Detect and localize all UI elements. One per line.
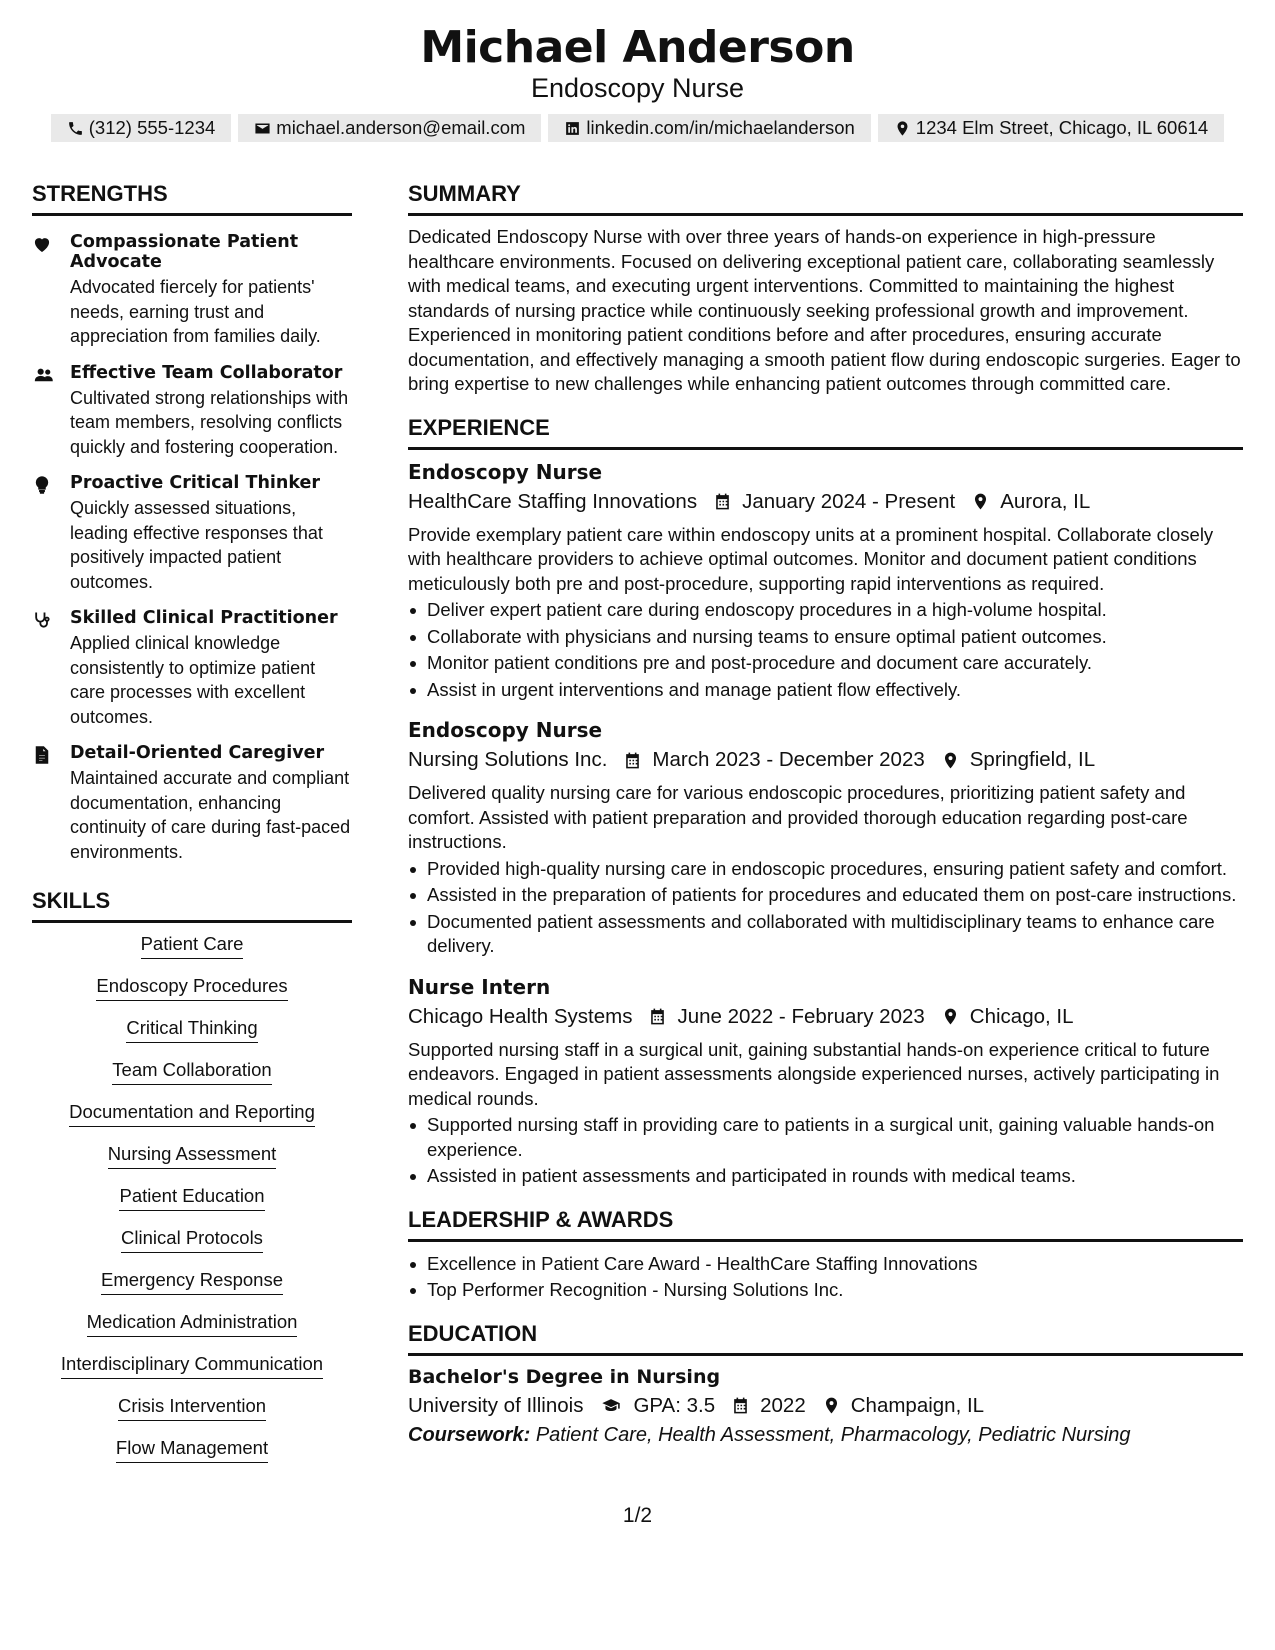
- job-description: Supported nursing staff in a surgical unit, gaining substantial hands-on experience critical to future endeavors. Engaged in patient assessments alongside experienced nurses, actively participating in medical rounds.: [408, 1038, 1220, 1109]
- bullet-item: Provided high-quality nursing care in endoscopic procedures, ensuring patient safety and comfort.: [408, 857, 1243, 882]
- skill-item: Clinical Protocols: [121, 1227, 263, 1253]
- job-dates: March 2023 - December 2023: [652, 748, 925, 771]
- phone-icon: [67, 120, 84, 137]
- job-dates: January 2024 - Present: [742, 489, 956, 513]
- strengths-heading: STRENGTHS: [32, 181, 352, 216]
- school-name: University of Illinois: [408, 1393, 584, 1417]
- strength-title: Compassionate Patient Advocate: [70, 232, 299, 272]
- awards-heading: LEADERSHIP & AWARDS: [408, 1207, 1243, 1242]
- email-icon: [254, 120, 271, 137]
- calendar-icon: [623, 751, 642, 770]
- location-icon: [822, 1396, 841, 1415]
- right-column: [408, 181, 1243, 1447]
- bullet-item: Supported nursing staff in providing care to patients in a surgical unit, gaining valuable hands-on experience.: [408, 1113, 1243, 1162]
- skill-item: Emergency Response: [101, 1269, 283, 1295]
- bullet-item: Monitor patient conditions pre and post-procedure and document care accurately.: [408, 651, 1243, 676]
- strength-desc: Quickly assessed situations, leading effective responses that positively impacted patient outcomes.: [70, 498, 323, 592]
- job-meta: [408, 748, 1243, 772]
- skill-item: Medication Administration: [87, 1311, 298, 1337]
- job-location: Chicago, IL: [969, 1004, 1074, 1028]
- skills-list: [32, 933, 352, 1479]
- location-icon: [971, 492, 990, 511]
- graduation-cap-icon: [599, 1396, 623, 1415]
- gpa: GPA: 3.5: [633, 1393, 716, 1417]
- degree-title: Bachelor's Degree in Nursing: [408, 1365, 721, 1388]
- job-meta: [408, 1005, 1243, 1029]
- skill-item: Interdisciplinary Communication: [61, 1353, 323, 1379]
- job-company: Chicago Health Systems: [408, 1004, 633, 1028]
- strength-item: [32, 608, 352, 729]
- job-bullets: [408, 1113, 1243, 1189]
- job-location: Springfield, IL: [969, 748, 1096, 771]
- skill-item: Flow Management: [116, 1437, 268, 1463]
- job-description: Provide exemplary patient care within endoscopy units at a prominent hospital. Collaborate closely with healthcare providers to achieve optimal outcomes. Monitor and document patient conditions meticulously both pre and post-procedure, supporting rapid interventions as required.: [408, 523, 1214, 594]
- contact-address-text: 1234 Elm Street, Chicago, IL 60614: [915, 117, 1209, 138]
- location-icon: [894, 120, 911, 137]
- contact-phone[interactable]: [51, 114, 232, 142]
- team-icon: [32, 365, 56, 385]
- skills-heading: SKILLS: [32, 888, 352, 923]
- job-bullets: [408, 598, 1243, 702]
- calendar-icon: [731, 1396, 750, 1415]
- stethoscope-icon: [32, 610, 52, 630]
- experience-section: [408, 415, 1243, 1189]
- contact-linkedin[interactable]: [548, 114, 870, 142]
- strength-desc: Advocated fiercely for patients' needs, earning trust and appreciation from families daily.: [70, 277, 321, 346]
- contact-email-text: michael.anderson@email.com: [276, 117, 526, 138]
- calendar-icon: [648, 1007, 667, 1026]
- job-description: Delivered quality nursing care for various endoscopic procedures, prioritizing patient safety and comfort. Assisted with patient preparation and provided thorough education regarding post-care instructions.: [408, 782, 1188, 852]
- left-column: [32, 181, 352, 1479]
- strength-item: [32, 232, 352, 349]
- education-section: [408, 1321, 1243, 1447]
- awards-section: [408, 1207, 1243, 1303]
- skill-item: Nursing Assessment: [108, 1143, 277, 1169]
- strength-desc: Maintained accurate and compliant documentation, enhancing continuity of care during fast-paced environments.: [70, 768, 351, 862]
- graduation-year: 2022: [760, 1393, 806, 1417]
- bullet-item: Assisted in patient assessments and participated in rounds with medical teams.: [408, 1164, 1243, 1189]
- strength-title: Detail-Oriented Caregiver: [70, 743, 325, 763]
- candidate-title: Endoscopy Nurse: [530, 73, 745, 103]
- strength-item: [32, 743, 352, 864]
- skill-item: Team Collaboration: [112, 1059, 271, 1085]
- summary-text: Dedicated Endoscopy Nurse with over three years of hands-on experience in high-pressure healthcare environments. Focused on delivering exceptional patient care, collaborating seamlessly with medical teams, and executing urgent interventions. Committed to maintaining the highest standards of nursing practice while continuously seeking professional growth and improvement. Experienced in monitoring patient conditions before and after procedures, ensuring accurate documentation, and effectively managing a smooth patient flow during endoscopic surgeries. Eager to bring expertise to new challenges while enhancing patient outcomes through committed care.: [408, 226, 1241, 394]
- page-number: 1/2: [622, 1504, 653, 1527]
- skill-item: Crisis Intervention: [118, 1395, 266, 1421]
- job-dates: June 2022 - February 2023: [677, 1004, 925, 1028]
- bullet-item: Assist in urgent interventions and manage patient flow effectively.: [408, 678, 1243, 703]
- lightbulb-icon: [32, 475, 52, 495]
- heart-icon: [32, 234, 52, 254]
- strength-title: Proactive Critical Thinker: [70, 473, 321, 493]
- document-icon: [32, 745, 52, 765]
- strength-title: Skilled Clinical Practitioner: [70, 608, 338, 628]
- job-entry: [408, 718, 1243, 959]
- summary-heading: SUMMARY: [408, 181, 1243, 216]
- location-icon: [941, 751, 960, 770]
- bullet-item: Collaborate with physicians and nursing teams to ensure optimal patient outcomes.: [408, 625, 1243, 650]
- strength-title: Effective Team Collaborator: [70, 362, 343, 383]
- strength-item: [32, 363, 352, 460]
- calendar-icon: [713, 492, 732, 511]
- coursework-list: Patient Care, Health Assessment, Pharmacology, Pediatric Nursing: [535, 1423, 1131, 1446]
- job-title: Endoscopy Nurse: [408, 718, 603, 742]
- strengths-list: [32, 232, 352, 864]
- job-entry: [408, 460, 1243, 703]
- job-title: Endoscopy Nurse: [408, 459, 603, 484]
- job-bullets: [408, 857, 1243, 959]
- skill-item: Patient Education: [119, 1185, 264, 1211]
- bullet-item: Documented patient assessments and collaborated with multidisciplinary teams to enhance care delivery.: [408, 910, 1243, 959]
- job-location: Aurora, IL: [1000, 489, 1091, 513]
- award-item: Excellence in Patient Care Award - HealthCare Staffing Innovations: [408, 1252, 1243, 1277]
- coursework-label: Coursework:: [408, 1423, 531, 1446]
- skill-item: Patient Care: [141, 933, 244, 959]
- skill-item: Endoscopy Procedures: [96, 975, 287, 1001]
- coursework: [408, 1424, 1243, 1447]
- strength-desc: Cultivated strong relationships with team members, resolving conflicts quickly and fostering cooperation.: [70, 387, 349, 457]
- experience-heading: EXPERIENCE: [408, 415, 1243, 450]
- strength-desc: Applied clinical knowledge consistently to optimize patient care processes with excellent outcomes.: [70, 633, 316, 727]
- candidate-name: Michael Anderson: [420, 22, 855, 73]
- contact-phone-text: (312) 555-1234: [88, 117, 216, 138]
- job-entry: [408, 975, 1243, 1189]
- education-meta: [408, 1394, 1243, 1418]
- award-item: Top Performer Recognition - Nursing Solutions Inc.: [408, 1278, 1243, 1303]
- job-company: HealthCare Staffing Innovations: [408, 489, 698, 513]
- contact-address[interactable]: [878, 114, 1224, 142]
- strength-item: [32, 473, 352, 594]
- job-company: Nursing Solutions Inc.: [408, 748, 608, 771]
- bullet-item: Deliver expert patient care during endoscopy procedures in a high-volume hospital.: [408, 598, 1243, 623]
- job-meta: [408, 490, 1243, 514]
- education-heading: EDUCATION: [408, 1321, 1243, 1356]
- contact-linkedin-text: linkedin.com/in/michaelanderson: [586, 117, 855, 138]
- location-icon: [941, 1007, 960, 1026]
- school-location: Champaign, IL: [850, 1393, 985, 1417]
- bullet-item: Assisted in the preparation of patients for procedures and educated them on post-care instructions.: [408, 883, 1243, 908]
- job-title: Nurse Intern: [408, 974, 551, 999]
- skill-item: Critical Thinking: [126, 1017, 257, 1043]
- awards-list: [408, 1252, 1243, 1303]
- skill-item: Documentation and Reporting: [69, 1101, 315, 1127]
- contact-bar: [0, 114, 1275, 142]
- contact-email[interactable]: [238, 114, 541, 142]
- linkedin-icon: [564, 120, 581, 137]
